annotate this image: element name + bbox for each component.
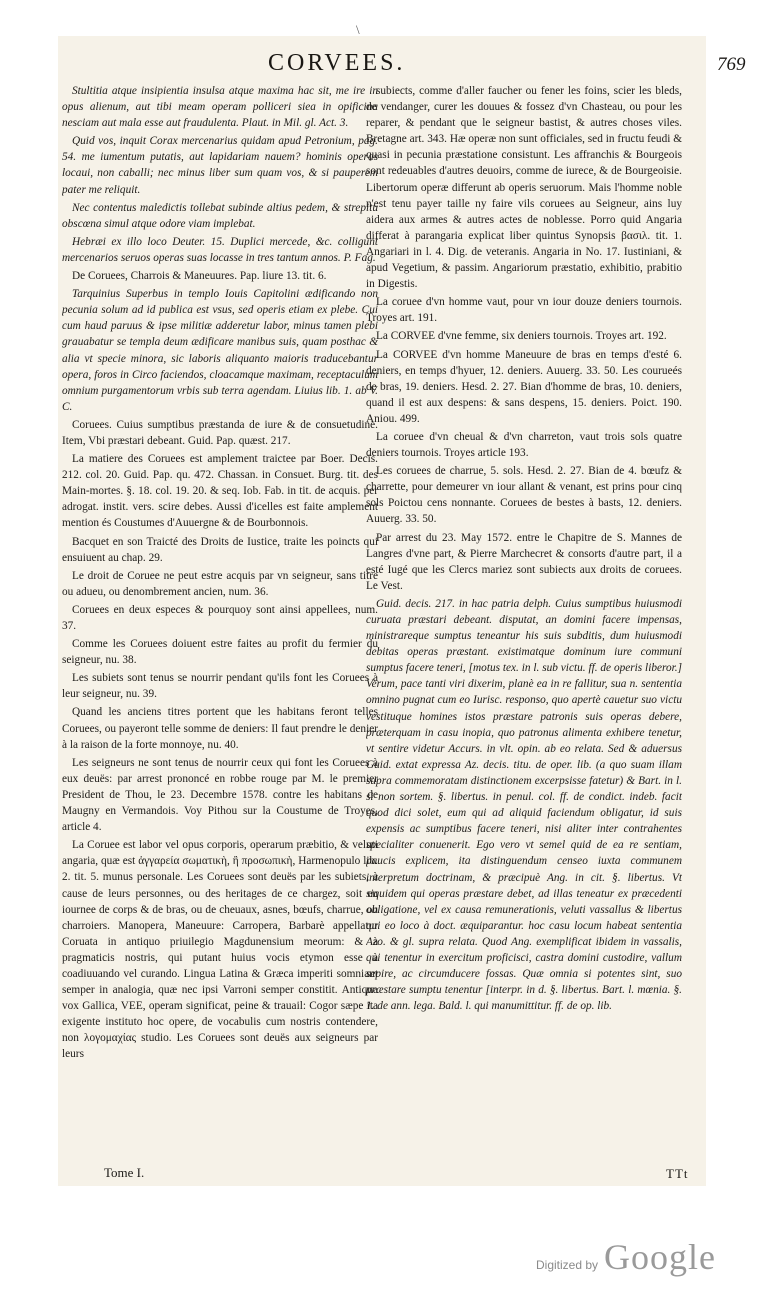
paragraph: La CORVEE d'vn homme Maneuure de bras en temps d'esté 6. deniers, en temps d'hyuer, 12. deniers. Auuerg. 33. 50. Les courueés de bras, 19. deniers. Hesd. 2. 27. Bian d'homme de bras, 10. deniers, quand il est aux despens: & sans despens, 15. deniers. Poict. 190. Aniou. 499. <box>366 348 682 425</box>
paragraph: Le droit de Coruee ne peut estre acquis par vn seigneur, sans titre ou adueu, ou denombrement ancien, num. 36. <box>62 569 378 598</box>
gathering-signature: TTt <box>666 1166 689 1181</box>
paragraph: Hebræi ex illo loco Deuter. 15. Duplici mercede, &c. colligunt mercenarios seruos operas suas locasse in tres tantum annos. P. Fag. <box>62 235 378 264</box>
paragraph: Nec contentus maledictis tollebat subinde altius pedem, & strepitu obscœna simul atque odore viam implebat. <box>62 201 378 230</box>
paragraph: La CORVEE d'vne femme, six deniers tournois. Troyes art. 192. <box>376 330 667 343</box>
paragraph: Comme les Coruees doiuent estre faites au profit du fermier du seigneur, nu. 38. <box>62 638 378 667</box>
paragraph: Guid. decis. 217. in hac patria delph. Cuius sumptibus huiusmodi curuata præstari debeant. disputat, an domini facere impensas, ministrareque sumptus teneantur his suis subditis, dum huiusmodi debitas operas præstant. existimatque dominum iure communi sumptus facere teneri, [motus tex. in l. sub victu. ff. de operis liberor.] Verum, pace tanti viri dixerim, planè ea in re fallitur, sua n. sententia omnino pugnat cum eo Iurisc. responso, quo apertè cauetur suo victu vestituque homines istos præstare patronis suis operas debere, præterquam in casu inopia, quo patronus alimenta exhibere tenetur, vt sentire videtur Accurs. in vlt. opin. ab eo relata. Sed & aduersus Guid. extat expressa Az. decis. titu. de oper. lib. (a quo suam illam supra commemoratam distinctionem excerpsisse fatetur) & Bart. in l. si non sortem. §. libertus. in penul. col. ff. de condict. indeb. facit quod dici solet, eum qui ad aliquid faciendum obligatur, id suis expensis ac sumptibus facere teneri, nisi aliter inter contrahentes specialiter conuenerit. Ego vero vt semel quid de ea re sentiam, paucis explicem, ita distinguendum censeo iuxta communem interpretum doctrinam, & præcipuè Ang. in cit. §. libertus. Vt siquidem qui operas præstare debet, ad illas teneatur ex præcedenti obligatione, vel ex causa remunerationis, veluti vassallus & libertus qui eo loco à doct. æquiparantur. hoc casu locum habeat sententia Azo. & gl. supra relata. Quod Ang. exemplificat ibidem in vassalis, qui tenentur in exercitum proficisci, castra domini custodire, vallum sepire, ac circumducere fossas. Quæ omnia si potentes sint, suo præstare sumptu tenentur [interpr. in d. §. libertus. Bart. l. mœnia. §. 1. de ann. lega. Bald. l. qui manumittitur. ff. de op. lib. <box>366 597 682 1013</box>
volume-signature: Tome I. <box>104 1165 145 1180</box>
paragraph: Coruees en deux especes & pourquoy sont ainsi appellees, num. 37. <box>62 603 378 632</box>
paragraph: De Coruees, Charrois & Maneuures. Pap. liure 13. tit. 6. <box>72 270 327 283</box>
paragraph: Stultitia atque insipientia insulsa atque maxima hac sit, me ire in opus alienum, aut tibi meam operam polliceri siea in opificina nesciam aut mala esse aut fraudulenta. Plaut. in Mil. gl. Act. 3. <box>62 85 378 130</box>
right-column <box>366 83 682 1173</box>
paragraph: Quid vos, inquit Corax mercenarius quidam apud Petronium, pag. 54. me iumentum putatis, aut lapidariam nauem? hominis operas locaui, non caballi; nec minus liber sum quam vos, & si pauperem pater me reliquit. <box>62 135 378 196</box>
paragraph: Les subiets sont tenus se nourrir pendant qu'ils font les Coruees à leur seigneur, nu. 39. <box>62 672 378 701</box>
paragraph: La matiere des Coruees est amplement traictee par Boer. Decis. 212. col. 20. Guid. Pap. qu. 472. Chassan. in Consuet. Burg. tit. des Main-mortes. §. 18. col. 19. 20. & seq. Iob. Fab. in tit. de acquis. per adrogat. instit. vers. scire debes. Aussi d'icelles est faite amplement mention és Coustumes d'Auuergne & de Bourbonnois. <box>62 453 378 530</box>
top-mark: \ <box>356 22 360 37</box>
paragraph: La Coruee est labor vel opus corporis, operarum præbitio, & veluti angaria, quæ est ἀγγαρεία σωματικὴ, ἢ προσωπικὴ, Harmenopulo lib. 2. tit. 5. munus personale. Les Coruees sont deuës par les subiets, à cause de leurs personnes, ou des heritages de ce chargez, soit en iournee de corps & de bras, ou de cheuaux, asnes, bœufs, charrue, ou charroiers. Manopera, Maneuure: Carropera, Barbarè appellatur Coruata in antiquo priuilegio Magdunensium meorum: & à pragmaticis nostris, qui putant huius vocis etymon esse à coadiuuando vel curando. Lingua Latina & Græca imperiti somniant semper in analogia, quæ nec ipsi Varroni semper constitit. Antiqua vox Gallica, VEE, operam significat, peine & trauail: Cogor sæpe ita exigente instituto hoc opere, de vocabulis cum nostris contendere, non λογομαχίας studio. Les Coruees sont deuës aux seigneurs par leurs <box>62 839 378 1061</box>
google-logo: Google <box>604 1237 716 1277</box>
paragraph: Quand les anciens titres portent que les habitans feront telles Coruees, ou payeront telle somme de deniers: Il faut prendre le denier à la raison de la forte monnoye, nu. 40. <box>62 706 378 751</box>
page-number: 769 <box>717 54 746 75</box>
paragraph: Bacquet en son Traicté des Droits de Iustice, traite les poincts qui ensuiuent au chap. 29. <box>62 535 378 564</box>
paragraph: La coruee d'vn cheual & d'vn charreton, vaut trois sols quatre deniers tournois. Troyes article 193. <box>366 430 682 460</box>
paragraph: Tarquinius Superbus in templo Iouis Capitolini ædificando non pecunia solum ad id publica est vsus, sed operis etiam ex plebe. Cui cum haud paruus & ipse militiæ adderetur labor, minus tamen plebi grauabatur se templa deum ædificare manibus suis, quam posthac & alia vt specie minora, sic laboris aliquanto maioris traducebantur opera, foros in Circo faciendos, cloacamque maximam, receptaculum omnium purgamentorum vrbis sub terra agendam. Liuius lib. 1. ab V. C. <box>62 288 378 413</box>
paragraph: Les coruees de charrue, 5. sols. Hesd. 2. 27. Bian de 4. bœufz & charrette, pour demeurer vn iour allant & venant, est prins pour cinq sols Poictou cens nonnante. Coruees de bestes à basts, 12. deniers. Auuerg. 33. 50. <box>366 465 682 526</box>
digitized-badge <box>536 1236 726 1284</box>
paragraph: Les seigneurs ne sont tenus de nourrir ceux qui font les Coruees à eux deuës: par arrest prononcé en robbe rouge par M. le premier President de Thou, le 23. Decembre 1578. contre les habitans de Maugny en Vermandois. Voy Pithou sur la Coustume de Troyes, article 4. <box>62 756 378 834</box>
paragraph: Coruees. Cuius sumptibus præstanda de iure & de consuetudine. Item, Vbi præstari debeant. Guid. Pap. quæst. 217. <box>62 418 378 447</box>
running-header: CORVEES. <box>268 50 406 76</box>
paragraph: Par arrest du 23. May 1572. entre le Chapitre de S. Mannes de Langres d'vne part, & Pierre Marchecret & consorts d'autre part, il a esté Iugé que les Clercs mariez sont subiects aux droits de coruees. Le Vest. <box>366 531 682 592</box>
digitized-by-text: Digitized by <box>536 1258 599 1272</box>
paragraph: subiects, comme d'aller faucher ou fener les foins, scier les bleds, de vendanger, curer les douues & fossez d'vn Chasteau, ou pour les reparer, & pendant que le seigneur bastist, & autres choses viles. Bretagne art. 343. Hæ operæ non sunt officiales, sed in fructu feudi & quasi in pecunia præstatione consistunt. Les affranchis & Bourgeois sont redeuables d'autres deuoirs, comme de iurece, & de Bourgeoisie. Libertorum operæ differunt ab operis seruorum. Mais l'homme noble n'est tenu payer taille ny faire vils coruees au Seigneur, ains luy aidera aux armes & autres actes de noblesse. Porro quid Angaria differat à parangaria explicat liber quintus Synopsis βασιλ. tit. 1. Angariari in l. 4. Dig. de veteranis. Angaria in No. 17. Iustiniani, & apud Vegetium, & passim. Angariorum præstatio, exhibitio, prabitio in Digestis. <box>366 85 682 291</box>
left-column <box>62 83 378 1166</box>
paragraph: La coruee d'vn homme vaut, pour vn iour douze deniers tournois. Troyes art. 191. <box>366 296 682 325</box>
